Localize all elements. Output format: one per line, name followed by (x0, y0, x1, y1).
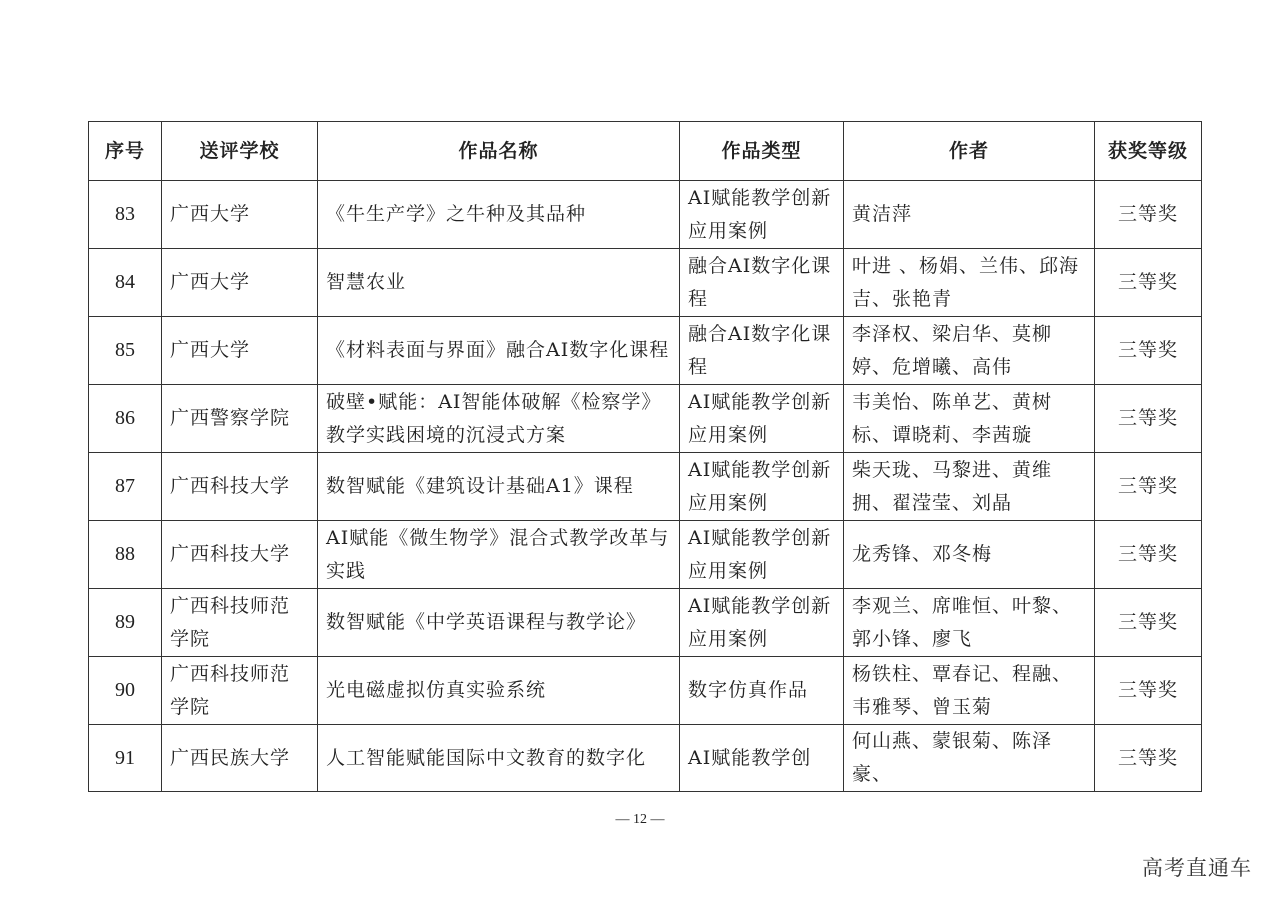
cell-authors: 柴天珑、马黎进、黄维拥、翟滢莹、刘晶 (844, 453, 1095, 521)
cell-school: 广西民族大学 (162, 725, 318, 792)
header-serial-number: 序号 (89, 122, 162, 181)
cell-award-level: 三等奖 (1095, 589, 1202, 657)
cell-award-level: 三等奖 (1095, 725, 1202, 792)
cell-work-type: AI赋能教学创新应用案例 (680, 521, 844, 589)
cell-work-title: 数智赋能《建筑设计基础A1》课程 (318, 453, 680, 521)
cell-work-title: AI赋能《微生物学》混合式教学改革与实践 (318, 521, 680, 589)
table-row (89, 249, 1202, 317)
cell-work-title: 破壁•赋能：AI智能体破解《检察学》教学实践困境的沉浸式方案 (318, 385, 680, 453)
header-work-type: 作品类型 (680, 122, 844, 181)
cell-work-title: 人工智能赋能国际中文教育的数字化 (318, 725, 680, 792)
cell-award-level: 三等奖 (1095, 249, 1202, 317)
cell-school: 广西大学 (162, 181, 318, 249)
table-row (89, 657, 1202, 725)
watermark-text: 高考直通车 (1142, 856, 1252, 880)
table-row (89, 317, 1202, 385)
cell-authors: 叶进 、杨娟、兰伟、邱海吉、张艳青 (844, 249, 1095, 317)
cell-award-level: 三等奖 (1095, 453, 1202, 521)
cell-school: 广西大学 (162, 249, 318, 317)
table-row (89, 521, 1202, 589)
cell-serial-number: 84 (89, 249, 162, 317)
cell-serial-number: 83 (89, 181, 162, 249)
cell-serial-number: 85 (89, 317, 162, 385)
cell-work-title: 《牛生产学》之牛种及其品种 (318, 181, 680, 249)
header-work-title: 作品名称 (318, 122, 680, 181)
cell-award-level: 三等奖 (1095, 385, 1202, 453)
cell-authors: 龙秀锋、邓冬梅 (844, 521, 1095, 589)
cell-school: 广西科技师范学院 (162, 589, 318, 657)
cell-school: 广西大学 (162, 317, 318, 385)
cell-serial-number: 89 (89, 589, 162, 657)
cell-serial-number: 91 (89, 725, 162, 792)
cell-school: 广西科技大学 (162, 521, 318, 589)
cell-serial-number: 86 (89, 385, 162, 453)
cell-award-level: 三等奖 (1095, 317, 1202, 385)
cell-work-type: 融合AI数字化课程 (680, 249, 844, 317)
cell-work-title: 智慧农业 (318, 249, 680, 317)
cell-work-type: AI赋能教学创新应用案例 (680, 181, 844, 249)
cell-serial-number: 90 (89, 657, 162, 725)
cell-authors: 李泽权、梁启华、莫柳婷、危增曦、高伟 (844, 317, 1095, 385)
header-award-level: 获奖等级 (1095, 122, 1202, 181)
cell-school: 广西科技师范学院 (162, 657, 318, 725)
cell-school: 广西科技大学 (162, 453, 318, 521)
table-row (89, 453, 1202, 521)
cell-authors: 何山燕、蒙银菊、陈泽豪、 (844, 725, 1095, 792)
awards-table (88, 121, 1202, 792)
cell-authors: 韦美怡、陈单艺、黄树标、谭晓莉、李茜璇 (844, 385, 1095, 453)
cell-authors: 黄洁萍 (844, 181, 1095, 249)
cell-work-title: 数智赋能《中学英语课程与教学论》 (318, 589, 680, 657)
table-row (89, 725, 1202, 792)
cell-work-type: AI赋能教学创新应用案例 (680, 385, 844, 453)
cell-school: 广西警察学院 (162, 385, 318, 453)
cell-work-title: 《材料表面与界面》融合AI数字化课程 (318, 317, 680, 385)
table-header-row (89, 122, 1202, 181)
cell-work-type: AI赋能教学创 (680, 725, 844, 792)
table-row (89, 385, 1202, 453)
table-row (89, 589, 1202, 657)
cell-authors: 杨铁柱、覃春记、程融、韦雅琴、曾玉菊 (844, 657, 1095, 725)
cell-work-type: 数字仿真作品 (680, 657, 844, 725)
cell-award-level: 三等奖 (1095, 181, 1202, 249)
cell-work-type: AI赋能教学创新应用案例 (680, 453, 844, 521)
cell-serial-number: 88 (89, 521, 162, 589)
cell-award-level: 三等奖 (1095, 521, 1202, 589)
page-number: — 12 — (615, 812, 665, 827)
header-school: 送评学校 (162, 122, 318, 181)
header-authors: 作者 (844, 122, 1095, 181)
cell-work-type: AI赋能教学创新应用案例 (680, 589, 844, 657)
cell-serial-number: 87 (89, 453, 162, 521)
cell-work-title: 光电磁虚拟仿真实验系统 (318, 657, 680, 725)
cell-authors: 李观兰、席唯恒、叶黎、郭小锋、廖飞 (844, 589, 1095, 657)
cell-award-level: 三等奖 (1095, 657, 1202, 725)
table-row (89, 181, 1202, 249)
cell-work-type: 融合AI数字化课程 (680, 317, 844, 385)
